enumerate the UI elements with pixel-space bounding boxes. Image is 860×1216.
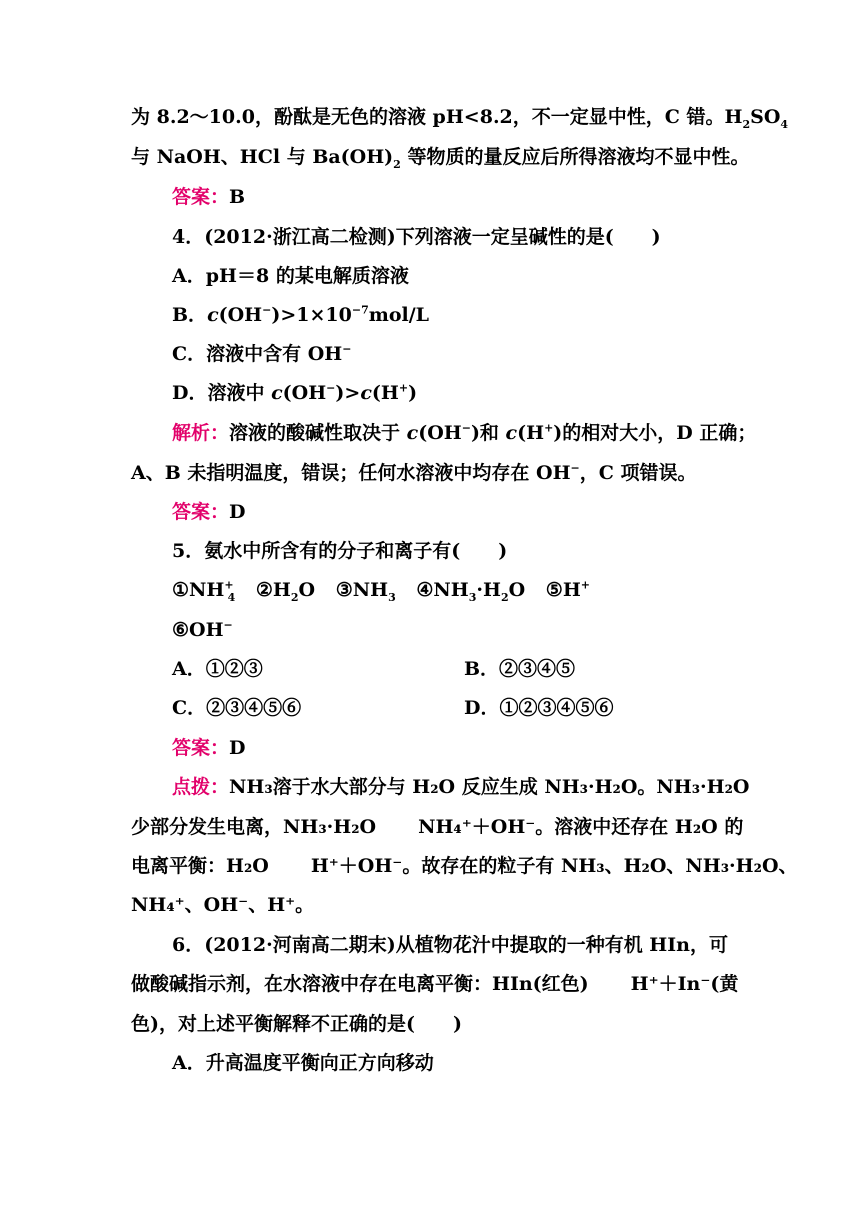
text-line — [131, 104, 788, 130]
question-stem — [172, 224, 661, 250]
option-b — [172, 302, 429, 328]
text-segment: H⁺＋OH⁻。故存在的粒子有 NH₃、H₂O、NH₃·H₂O、 — [310, 855, 798, 877]
option-c — [172, 341, 351, 367]
option-a — [172, 263, 409, 289]
text-segment: (OH — [418, 422, 462, 444]
superscript: + — [580, 578, 590, 592]
text-segment: (OH — [218, 304, 263, 326]
text-segment: A、B 未指明温度，错误；任何水溶液中均存在 OH — [131, 462, 571, 484]
text-segment: 溶液的酸碱性取决于 — [229, 422, 407, 444]
superscript: − — [262, 303, 272, 317]
option-a — [172, 656, 263, 682]
text-segment: 5．氨水中所含有的分子和离子有( ) — [172, 540, 508, 562]
italic-c: c — [360, 382, 372, 404]
answer-value: D — [229, 501, 246, 523]
superscript: − — [326, 381, 336, 395]
answer-label: 答案： — [172, 737, 230, 759]
answer-value: B — [229, 186, 246, 208]
italic-c: c — [505, 422, 518, 444]
answer-line — [172, 735, 246, 761]
text-segment: ·H — [476, 579, 501, 601]
superscript: + — [544, 421, 554, 435]
text-segment: ④NH — [416, 579, 469, 601]
answer-label: 答案： — [172, 501, 230, 523]
superscript: − — [223, 618, 233, 632]
text-segment: 为 8.2～10.0，酚酞是无色的溶液 pH<8.2，不一定显中性，C 错。 — [131, 106, 725, 128]
text-segment: 电离平衡：H₂O — [131, 855, 269, 877]
text-segment: )> — [335, 382, 361, 404]
text-segment: (OH — [282, 382, 327, 404]
text-segment: ③NH — [335, 579, 389, 601]
subscript: 4 — [780, 117, 789, 131]
text-segment: mol/L — [368, 304, 430, 326]
text-segment: )和 — [470, 422, 506, 444]
option-a — [172, 1050, 434, 1076]
text-segment: )的相对大小，D 正确； — [553, 422, 757, 444]
subscript: 2 — [393, 157, 401, 171]
text-segment: D．溶液中 — [172, 382, 272, 404]
superscript: + — [398, 381, 409, 395]
question-stem — [131, 1011, 462, 1037]
text-segment: 色)，对上述平衡解释不正确的是( ) — [131, 1013, 462, 1035]
italic-c: c — [271, 382, 283, 404]
tip-line — [131, 892, 314, 918]
italic-c: c — [406, 422, 419, 444]
text-segment: ，C 项错误。 — [579, 462, 697, 484]
question-stem — [131, 971, 738, 997]
text-segment: NH₃溶于水大部分与 H₂O 反应生成 NH₃·H₂O。NH₃·H₂O — [229, 776, 750, 798]
answer-line — [172, 184, 245, 210]
superscript: + — [224, 578, 234, 592]
analysis-line — [172, 420, 756, 446]
option-c — [172, 695, 301, 721]
text-segment: O — [298, 579, 316, 601]
italic-c: c — [207, 304, 219, 326]
question-stem — [172, 932, 728, 958]
subscript: 3 — [388, 590, 396, 604]
subscript: 2 — [742, 117, 751, 131]
text-line — [131, 144, 749, 170]
superscript: − — [342, 342, 352, 356]
species-list — [172, 577, 590, 603]
text-segment: H⁺＋In⁻(黄 — [630, 973, 739, 995]
superscript: − — [461, 421, 471, 435]
text-segment: ②H — [255, 579, 291, 601]
text-segment: B．②③④⑤ — [464, 658, 576, 680]
text-segment: NH₄⁺＋OH⁻。溶液中还存在 H₂O 的 — [418, 816, 744, 838]
tip-line — [172, 774, 750, 800]
option-d — [464, 695, 613, 721]
text-segment: H — [724, 106, 743, 128]
text-segment: D．①②③④⑤⑥ — [464, 697, 614, 719]
text-segment: A．升高温度平衡向正方向移动 — [172, 1052, 434, 1074]
text-segment: 少部分发生电离，NH₃·H₂O — [131, 816, 377, 838]
answer-value: D — [229, 737, 246, 759]
tip-line — [131, 853, 798, 879]
text-segment: ①NH — [172, 579, 225, 601]
text-segment: 6．(2012·河南高二期末)从植物花汁中提取的一种有机 HIn，可 — [172, 934, 728, 956]
tip-label: 点拨： — [172, 776, 230, 798]
analysis-label: 解析： — [172, 422, 230, 444]
text-segment: B． — [172, 304, 208, 326]
text-segment: 与 NaOH、HCl 与 Ba(OH) — [131, 146, 394, 168]
text-segment: NH₄⁺、OH⁻、H⁺。 — [131, 894, 315, 916]
superscript: −7 — [351, 303, 369, 317]
option-b — [464, 656, 575, 682]
subscript: 4 — [227, 590, 236, 604]
text-segment: A．①②③ — [172, 658, 263, 680]
text-segment: 等物质的量反应后所得溶液均不显中性。 — [400, 146, 750, 168]
analysis-line — [131, 460, 697, 486]
text-segment: ⑤H — [545, 579, 581, 601]
subscript: 3 — [468, 590, 477, 604]
text-segment: 4．(2012·浙江高二检测)下列溶液一定呈碱性的是( ) — [172, 226, 661, 248]
species-list — [172, 617, 233, 643]
text-segment: ) — [408, 382, 418, 404]
text-segment: ⑥OH — [172, 619, 224, 641]
subscript: 2 — [500, 590, 509, 604]
text-segment: )>1×10 — [271, 304, 352, 326]
text-segment: (H — [371, 382, 399, 404]
tip-line — [131, 814, 743, 840]
answer-line — [172, 499, 246, 525]
text-segment: A．pH＝8 的某电解质溶液 — [172, 265, 409, 287]
text-segment: O — [508, 579, 526, 601]
text-segment: 做酸碱指示剂，在水溶液中存在电离平衡：HIn(红色) — [131, 973, 589, 995]
text-segment: (H — [517, 422, 545, 444]
question-stem — [172, 538, 507, 564]
subscript: 2 — [290, 590, 299, 604]
superscript: − — [570, 461, 580, 475]
text-segment: C．溶液中含有 OH — [172, 343, 343, 365]
text-segment: C．②③④⑤⑥ — [172, 697, 302, 719]
text-segment: SO — [750, 106, 781, 128]
option-d — [172, 380, 417, 406]
answer-label: 答案： — [172, 186, 230, 208]
